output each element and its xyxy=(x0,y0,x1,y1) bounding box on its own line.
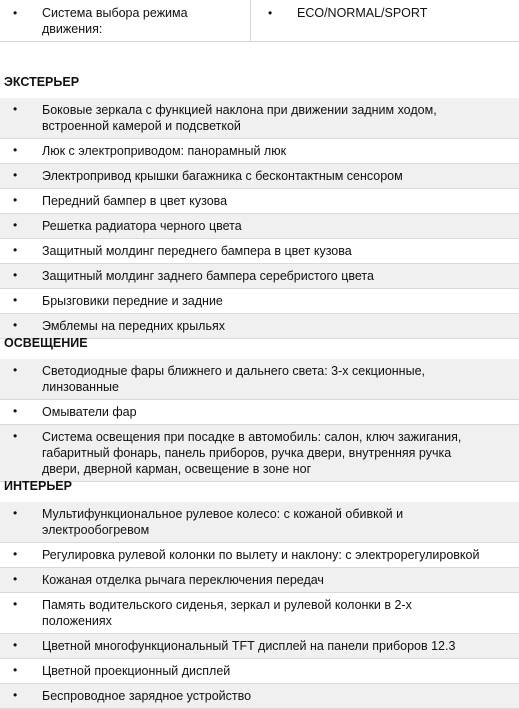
list-item xyxy=(0,239,519,264)
list-item xyxy=(0,659,519,684)
bullet: • xyxy=(13,688,18,702)
list-item xyxy=(0,634,519,659)
bullet: • xyxy=(13,318,18,332)
bullet: • xyxy=(13,597,18,611)
list-item-text: Омыватели фар xyxy=(42,405,137,419)
bullet: • xyxy=(13,293,18,307)
list-item-text: Кожаная отделка рычага переключения передач xyxy=(42,573,324,587)
list-item xyxy=(0,684,519,709)
list-item-text: Регулировка рулевой колонки по вылету и наклону: с электрорегулировкой xyxy=(42,548,480,562)
list-item xyxy=(0,189,519,214)
bullet: • xyxy=(13,363,18,377)
list-item-text: Брызговики передние и задние xyxy=(42,294,223,308)
list-item-text: Память водительского сиденья, зеркал и рулевой колонки в 2-х положениях xyxy=(42,598,412,628)
list-item xyxy=(0,139,519,164)
bullet: • xyxy=(13,663,18,677)
list-item-text: Светодиодные фары ближнего и дальнего света: 3-х секционные, линзованные xyxy=(42,364,425,394)
list-item-text: Люк с электроприводом: панорамный люк xyxy=(42,144,287,158)
bullet: • xyxy=(13,243,18,257)
bullet: • xyxy=(13,102,18,116)
bullet: • xyxy=(13,429,18,443)
list-item xyxy=(0,98,519,139)
bullet: • xyxy=(13,404,18,418)
list-item xyxy=(0,502,519,543)
bullet: • xyxy=(13,218,18,232)
drive-mode-value: ECO/NORMAL/SPORT xyxy=(297,6,428,20)
list-item-text: Эмблемы на передних крыльях xyxy=(42,319,226,333)
bullet: • xyxy=(13,268,18,282)
list-item-text: Защитный молдинг переднего бампера в цвет кузова xyxy=(42,244,352,258)
section-title: ОСВЕЩЕНИЕ xyxy=(4,336,88,350)
section-title: ЭКСТЕРЬЕР xyxy=(4,75,80,89)
list-item-text: Передний бампер в цвет кузова xyxy=(42,194,228,208)
bullet: • xyxy=(13,168,18,182)
bullet: • xyxy=(268,6,273,20)
bullet: • xyxy=(13,143,18,157)
list-item-text: Цветной многофункциональный TFT дисплей на панели приборов 12.3 xyxy=(42,639,456,653)
list-item xyxy=(0,359,519,400)
section-title: ИНТЕРЬЕР xyxy=(4,479,72,493)
list-item-text: Решетка радиатора черного цвета xyxy=(42,219,242,233)
list-item-text: Боковые зеркала с функцией наклона при движении задним ходом, встроенной камерой и подсветкой xyxy=(42,103,437,133)
bullet: • xyxy=(13,547,18,561)
bullet: • xyxy=(13,6,18,20)
list-item-text: Мультифункциональное рулевое колесо: с кожаной обивкой и электрообогревом xyxy=(42,507,404,537)
list-item xyxy=(0,264,519,289)
drive-mode-label: Система выбора режима движения: xyxy=(42,6,188,36)
list-item-text: Цветной проекционный дисплей xyxy=(42,664,231,678)
drive-mode-label-cell xyxy=(0,0,251,41)
bullet: • xyxy=(13,193,18,207)
list-item xyxy=(0,593,519,634)
drive-mode-row xyxy=(0,0,519,42)
bullet: • xyxy=(13,572,18,586)
list-item xyxy=(0,214,519,239)
bullet: • xyxy=(13,638,18,652)
list-item-text: Система освещения при посадке в автомобиль: салон, ключ зажигания, габаритный фонарь, панель приборов, ручка двери, внутренняя ручка двери, дверной карман, освещение в зоне ног xyxy=(42,430,462,476)
list-item xyxy=(0,289,519,314)
bullet: • xyxy=(13,506,18,520)
drive-mode-value-cell xyxy=(251,0,519,41)
list-item-text: Электропривод крышки багажника с бесконтактным сенсором xyxy=(42,169,403,183)
list-item xyxy=(0,543,519,568)
list-item xyxy=(0,400,519,425)
list-item-text: Защитный молдинг заднего бампера серебристого цвета xyxy=(42,269,374,283)
list-item xyxy=(0,568,519,593)
list-item xyxy=(0,425,519,482)
list-item xyxy=(0,164,519,189)
list-item-text: Беспроводное зарядное устройство xyxy=(42,689,252,703)
